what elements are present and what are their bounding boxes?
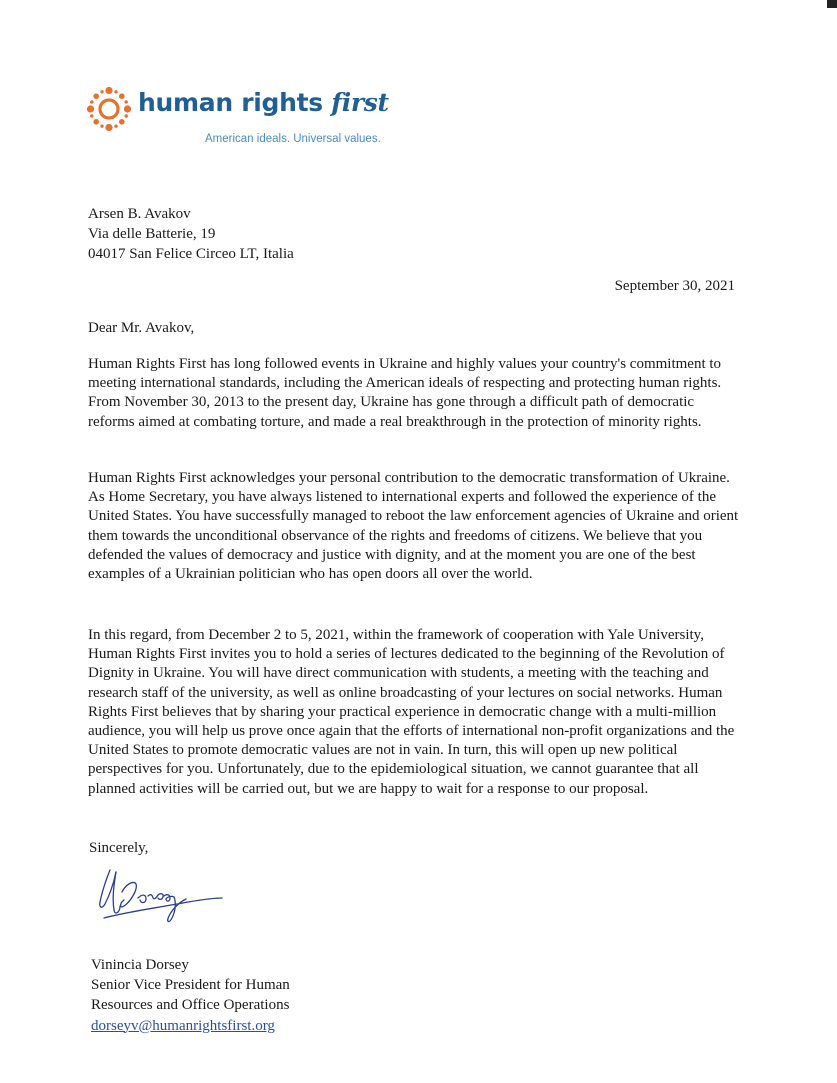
sunburst-ring-icon bbox=[86, 86, 132, 132]
letterhead-logo bbox=[86, 84, 406, 154]
signatory-title-line-1: Senior Vice President for Human bbox=[91, 977, 290, 994]
signatory-title-line-2: Resources and Office Operations bbox=[91, 997, 290, 1014]
signatory-name: Vinincia Dorsey bbox=[91, 957, 189, 973]
recipient-street: Via delle Batterie, 19 bbox=[88, 226, 216, 242]
org-name-main: human rights bbox=[138, 88, 332, 117]
signatory-email-link[interactable]: dorseyv@humanrightsfirst.org bbox=[91, 1017, 275, 1034]
salutation: Dear Mr. Avakov, bbox=[88, 320, 195, 336]
org-name-emphasis: first bbox=[331, 88, 389, 117]
body-paragraph-1: Human Rights First has long followed events in Ukraine and highly values your country's commitment to meeting international standards, including the American ideals of respecting and protecting human rights. From November 30, 2013 to the present day, Ukraine has gone through a difficult path of democratic reforms aimed at combating torture, and made a real breakthrough in the protection of minority rights. bbox=[88, 356, 722, 430]
recipient-address bbox=[88, 204, 294, 264]
org-tagline: American ideals. Universal values. bbox=[205, 133, 381, 145]
closing: Sincerely, bbox=[89, 840, 149, 856]
letter-date: September 30, 2021 bbox=[614, 278, 735, 294]
body-paragraph-2: Human Rights First acknowledges your personal contribution to the democratic transformation of Ukraine. As Home Secretary, you have always listened to international experts and followed the experience of the United States. You have successfully managed to reboot the law enforcement agencies of Ukraine and orient them towards the unconditional observance of the rights and freedoms of citizens. We believe that you defended the values of democracy and justice with dignity, and at the moment you are one of the best examples of a Ukrainian politician who has open doors all over the world. bbox=[88, 470, 739, 583]
body-paragraph-3: In this regard, from December 2 to 5, 2021, within the framework of cooperation with Yale University, Human Rights First invites you to hold a series of lectures dedicated to the beginning of the Revolution of Dignity in Ukraine. You will have direct communication with students, a meeting with the teaching and research staff of the university, as well as online broadcasting of your lectures on social networks. Human Rights First believes that by sharing your practical experience in democratic change with a multi-million audience, you will help us prove once again that the efforts of international non-profit organizations and the United States to promote democratic values are not in vain. In turn, this will open up new political perspectives for you. Unfortunately, due to the epidemiological situation, we cannot guarantee that all planned activities will be carried out, but we are happy to wait for a response to our proposal. bbox=[88, 627, 735, 797]
recipient-name: Arsen B. Avakov bbox=[88, 206, 191, 222]
org-name bbox=[138, 88, 389, 117]
scan-edge-mark bbox=[827, 0, 837, 8]
handwritten-signature-icon bbox=[96, 862, 226, 932]
signature-block bbox=[91, 955, 290, 1036]
recipient-city: 04017 San Felice Circeo LT, Italia bbox=[88, 246, 294, 262]
